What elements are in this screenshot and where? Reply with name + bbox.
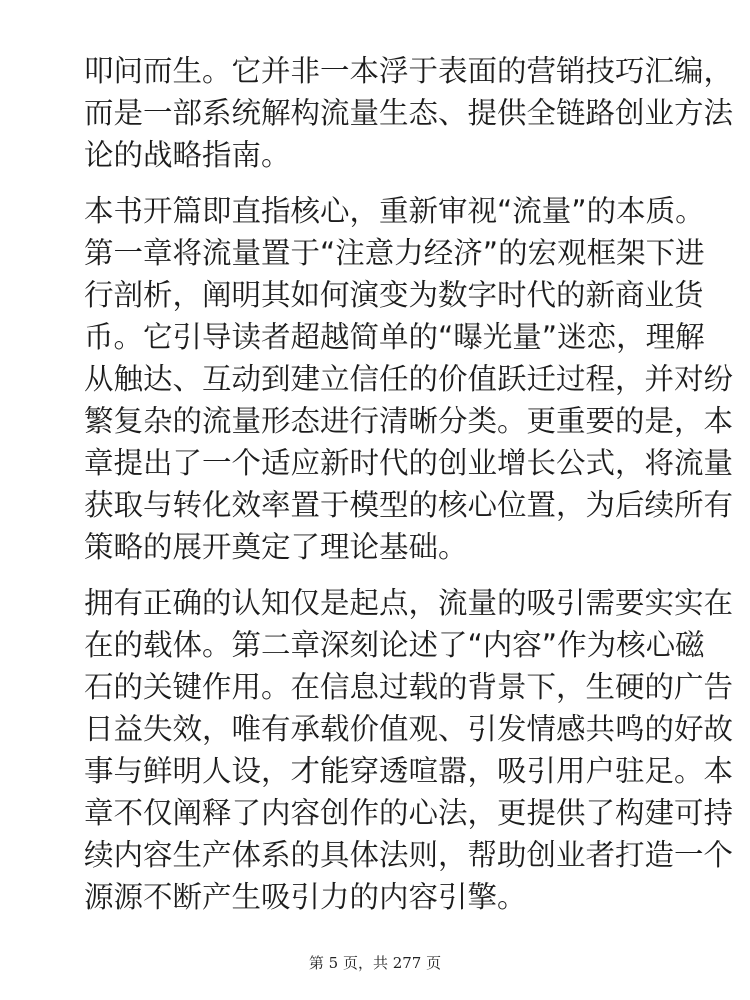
text-line: 拥有正确的认知仅是起点，流量的吸引需要实实在 — [84, 586, 734, 620]
text-line: 事与鲜明人设，才能穿透喧嚣，吸引用户驻足。本 — [84, 754, 734, 788]
text-line: 获取与转化效率置于模型的核心位置，为后续所有 — [84, 488, 734, 522]
text-line: 本书开篇即直指核心，重新审视“流量”的本质。 — [84, 194, 705, 228]
paragraph-3 — [84, 582, 734, 918]
text-line: 续内容生产体系的具体法则，帮助创业者打造一个 — [84, 838, 734, 872]
text-line: 叩问而生。它并非一本浮于表面的营销技巧汇编， — [84, 54, 734, 88]
text-line: 从触达、互动到建立信任的价值跃迁过程，并对纷 — [84, 362, 734, 396]
text-line: 石的关键作用。在信息过载的背景下，生硬的广告 — [84, 670, 734, 704]
text-line: 繁复杂的流量形态进行清晰分类。更重要的是，本 — [84, 404, 734, 438]
text-line: 币。它引导读者超越简单的“曝光量”迷恋，理解 — [84, 320, 705, 354]
text-line: 在的载体。第二章深刻论述了“内容”作为核心磁 — [84, 628, 705, 662]
text-line: 论的战略指南。 — [84, 138, 291, 172]
page-number: 第 5 页，共 277 页 — [308, 954, 442, 972]
text-line: 策略的展开奠定了理论基础。 — [84, 530, 468, 564]
text-line: 行剖析，阐明其如何演变为数字时代的新商业货 — [84, 278, 704, 312]
text-line: 源源不断产生吸引力的内容引擎。 — [84, 880, 527, 914]
body-text — [84, 50, 734, 932]
text-line: 章提出了一个适应新时代的创业增长公式，将流量 — [84, 446, 734, 480]
text-line: 日益失效，唯有承载价值观、引发情感共鸣的好故 — [84, 712, 734, 746]
paragraph-2 — [84, 190, 734, 568]
text-line: 第一章将流量置于“注意力经济”的宏观框架下进 — [84, 236, 705, 270]
text-line: 而是一部系统解构流量生态、提供全链路创业方法 — [84, 96, 734, 130]
text-line: 章不仅阐释了内容创作的心法，更提供了构建可持 — [84, 796, 734, 830]
paragraph-1 — [84, 50, 734, 176]
